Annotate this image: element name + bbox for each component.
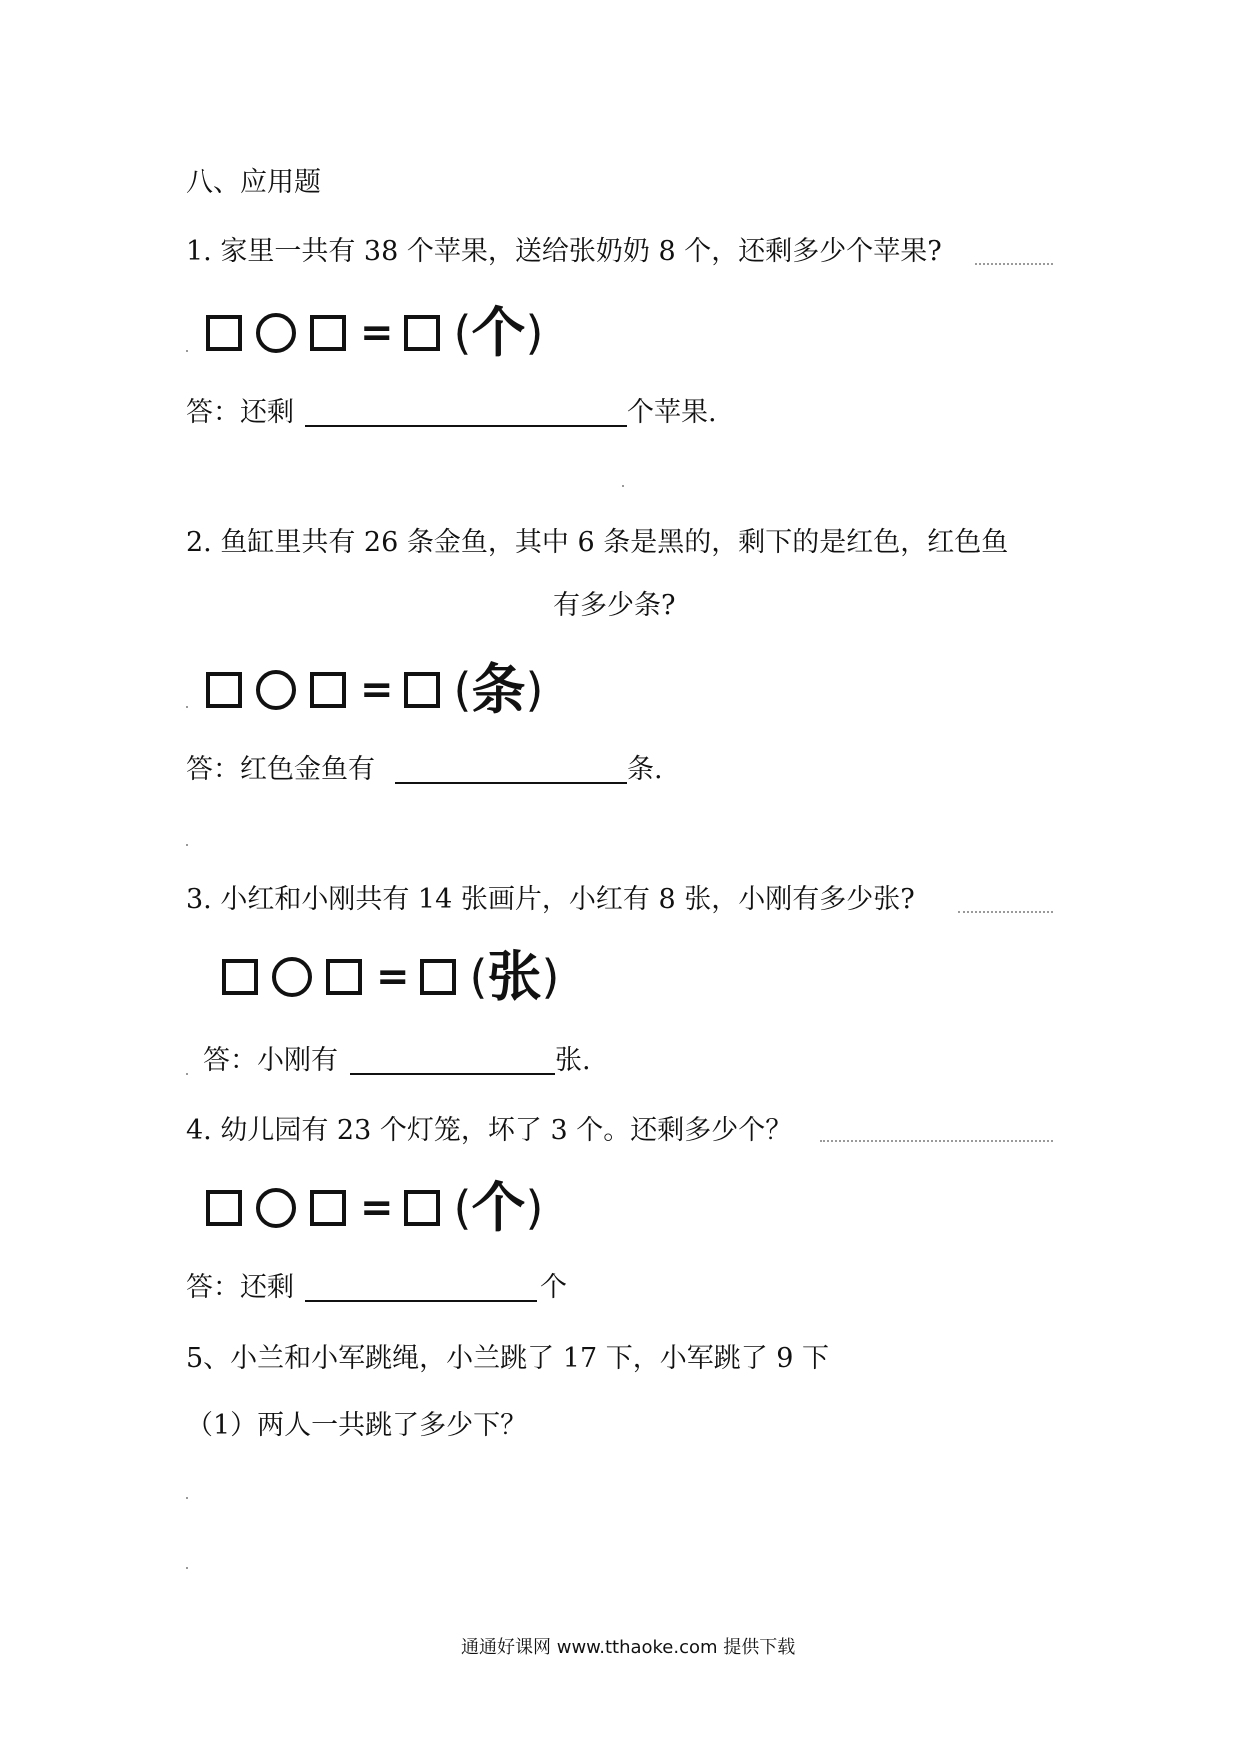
formula-open-paren: ( bbox=[469, 950, 488, 1004]
answer-4-suffix: 个 bbox=[540, 1272, 567, 1303]
formula-close-paren: ) bbox=[541, 950, 560, 1004]
formula-3 bbox=[222, 937, 559, 1017]
question-2-text-line1: 2. 鱼缸里共有 26 条金鱼，其中 6 条是黑的，剩下的是红色，红色鱼 bbox=[186, 527, 1009, 558]
formula-square bbox=[420, 959, 456, 995]
answer-3-blank[interactable] bbox=[350, 1073, 555, 1075]
formula-square bbox=[206, 315, 242, 351]
formula-open-paren: ( bbox=[453, 306, 472, 360]
formula-square bbox=[404, 315, 440, 351]
formula-unit: 个 bbox=[471, 301, 526, 364]
scan-speck bbox=[186, 706, 188, 708]
formula-circle bbox=[256, 313, 296, 353]
formula-equals: = bbox=[376, 954, 410, 1000]
formula-unit: 个 bbox=[471, 1176, 526, 1239]
formula-circle bbox=[272, 957, 312, 997]
formula-square bbox=[326, 959, 362, 995]
section-title: 八、应用题 bbox=[186, 167, 321, 198]
question-1-text: 1. 家里一共有 38 个苹果，送给张奶奶 8 个，还剩多少个苹果? bbox=[186, 236, 942, 267]
formula-2 bbox=[206, 650, 543, 730]
formula-square bbox=[206, 672, 242, 708]
formula-close-paren: ) bbox=[525, 663, 544, 717]
answer-1-blank[interactable] bbox=[305, 425, 627, 427]
answer-2-prefix: 答：红色金鱼有 bbox=[186, 754, 375, 785]
formula-unit: 条 bbox=[471, 658, 526, 721]
answer-1-prefix: 答：还剩 bbox=[186, 397, 294, 428]
formula-1 bbox=[206, 293, 543, 373]
formula-open-paren: ( bbox=[453, 663, 472, 717]
formula-close-paren: ) bbox=[525, 1181, 544, 1235]
formula-unit: 张 bbox=[487, 945, 542, 1008]
formula-square bbox=[310, 1190, 346, 1226]
formula-square bbox=[310, 315, 346, 351]
question-5-text: 5、小兰和小军跳绳，小兰跳了 17 下，小军跳了 9 下 bbox=[186, 1343, 830, 1374]
formula-equals: = bbox=[360, 667, 394, 713]
formula-square bbox=[404, 672, 440, 708]
scan-speck bbox=[186, 844, 188, 846]
formula-open-paren: ( bbox=[453, 1181, 472, 1235]
answer-2-suffix: 条. bbox=[627, 754, 663, 785]
formula-equals: = bbox=[360, 310, 394, 356]
formula-close-paren: ) bbox=[525, 306, 544, 360]
formula-square bbox=[222, 959, 258, 995]
question-3-text: 3. 小红和小刚共有 14 张画片，小红有 8 张，小刚有多少张? bbox=[186, 884, 915, 915]
formula-circle bbox=[256, 670, 296, 710]
answer-4-blank[interactable] bbox=[305, 1300, 537, 1302]
question-4-text: 4. 幼儿园有 23 个灯笼，坏了 3 个。还剩多少个？ bbox=[186, 1115, 793, 1146]
answer-1-suffix: 个苹果. bbox=[627, 397, 717, 428]
answer-4-prefix: 答：还剩 bbox=[186, 1272, 294, 1303]
footer-text: 通通好课网 www.tthaoke.com 提供下载 bbox=[461, 1637, 796, 1658]
formula-square bbox=[206, 1190, 242, 1226]
formula-square bbox=[310, 672, 346, 708]
question-5-sub-1: （1）两人一共跳了多少下？ bbox=[186, 1410, 528, 1441]
scan-speck bbox=[186, 350, 188, 352]
answer-3-prefix: 答：小刚有 bbox=[203, 1045, 338, 1076]
dotted-leader bbox=[958, 911, 1053, 913]
dotted-leader bbox=[975, 263, 1053, 265]
scan-speck bbox=[622, 485, 624, 487]
scan-speck bbox=[186, 1073, 188, 1075]
dotted-leader bbox=[820, 1140, 1053, 1142]
answer-3-suffix: 张. bbox=[555, 1045, 591, 1076]
scan-speck bbox=[186, 1497, 188, 1499]
formula-square bbox=[404, 1190, 440, 1226]
formula-4 bbox=[206, 1168, 543, 1248]
question-2-text-line2: 有多少条? bbox=[553, 590, 676, 621]
formula-circle bbox=[256, 1188, 296, 1228]
answer-2-blank[interactable] bbox=[395, 782, 627, 784]
formula-equals: = bbox=[360, 1185, 394, 1231]
scan-speck bbox=[186, 1567, 188, 1569]
